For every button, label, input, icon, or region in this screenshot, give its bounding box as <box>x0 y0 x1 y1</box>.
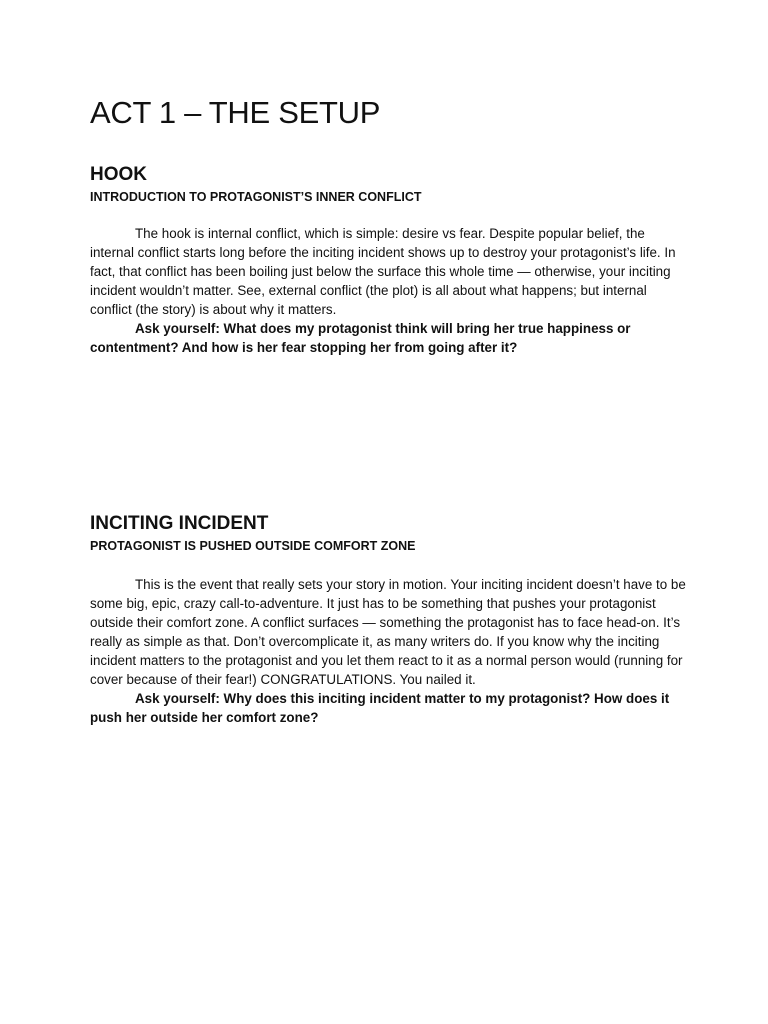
section-heading: INCITING INCIDENT <box>90 513 269 534</box>
ask-yourself-prompt: Ask yourself: Why does this inciting incident matter to my protagonist? How does it push her outside her comfort zone? <box>90 691 670 725</box>
page-title: ACT 1 – THE SETUP <box>90 95 381 130</box>
section-body: The hook is internal conflict, which is simple: desire vs fear. Despite popular belief, the internal conflict starts long before the inciting incident shows up to destroy your protagonist’s life. In fact, that conflict has been boiling just below the surface this whole time — otherwise, your inciting incident wouldn’t matter. See, external conflict (the plot) is all about what happens; but internal conflict (the story) is about why it matters. <box>90 226 676 317</box>
hook-section <box>90 163 690 357</box>
section-subheading: PROTAGONIST IS PUSHED OUTSIDE COMFORT ZONE <box>90 539 416 553</box>
section-body: This is the event that really sets your story in motion. Your inciting incident doesn’t have to be some big, epic, crazy call-to-adventure. It just has to be something that pushes your protagonist outside their comfort zone. A conflict surfaces — something the protagonist has to face head-on. It’s really as simple as that. Don’t overcomplicate it, as many writers do. If you know why the inciting incident matters to the protagonist and you let them react to it as a normal person would (running for cover because of their fear!) CONGRATULATIONS. You nailed it. <box>90 577 686 687</box>
section-subheading: INTRODUCTION TO PROTAGONIST’S INNER CONFLICT <box>90 190 422 204</box>
ask-yourself-prompt: Ask yourself: What does my protagonist think will bring her true happiness or contentment? And how is her fear stopping her from going after it? <box>90 321 631 355</box>
section-heading: HOOK <box>90 164 147 185</box>
inciting-incident-section <box>90 512 690 727</box>
